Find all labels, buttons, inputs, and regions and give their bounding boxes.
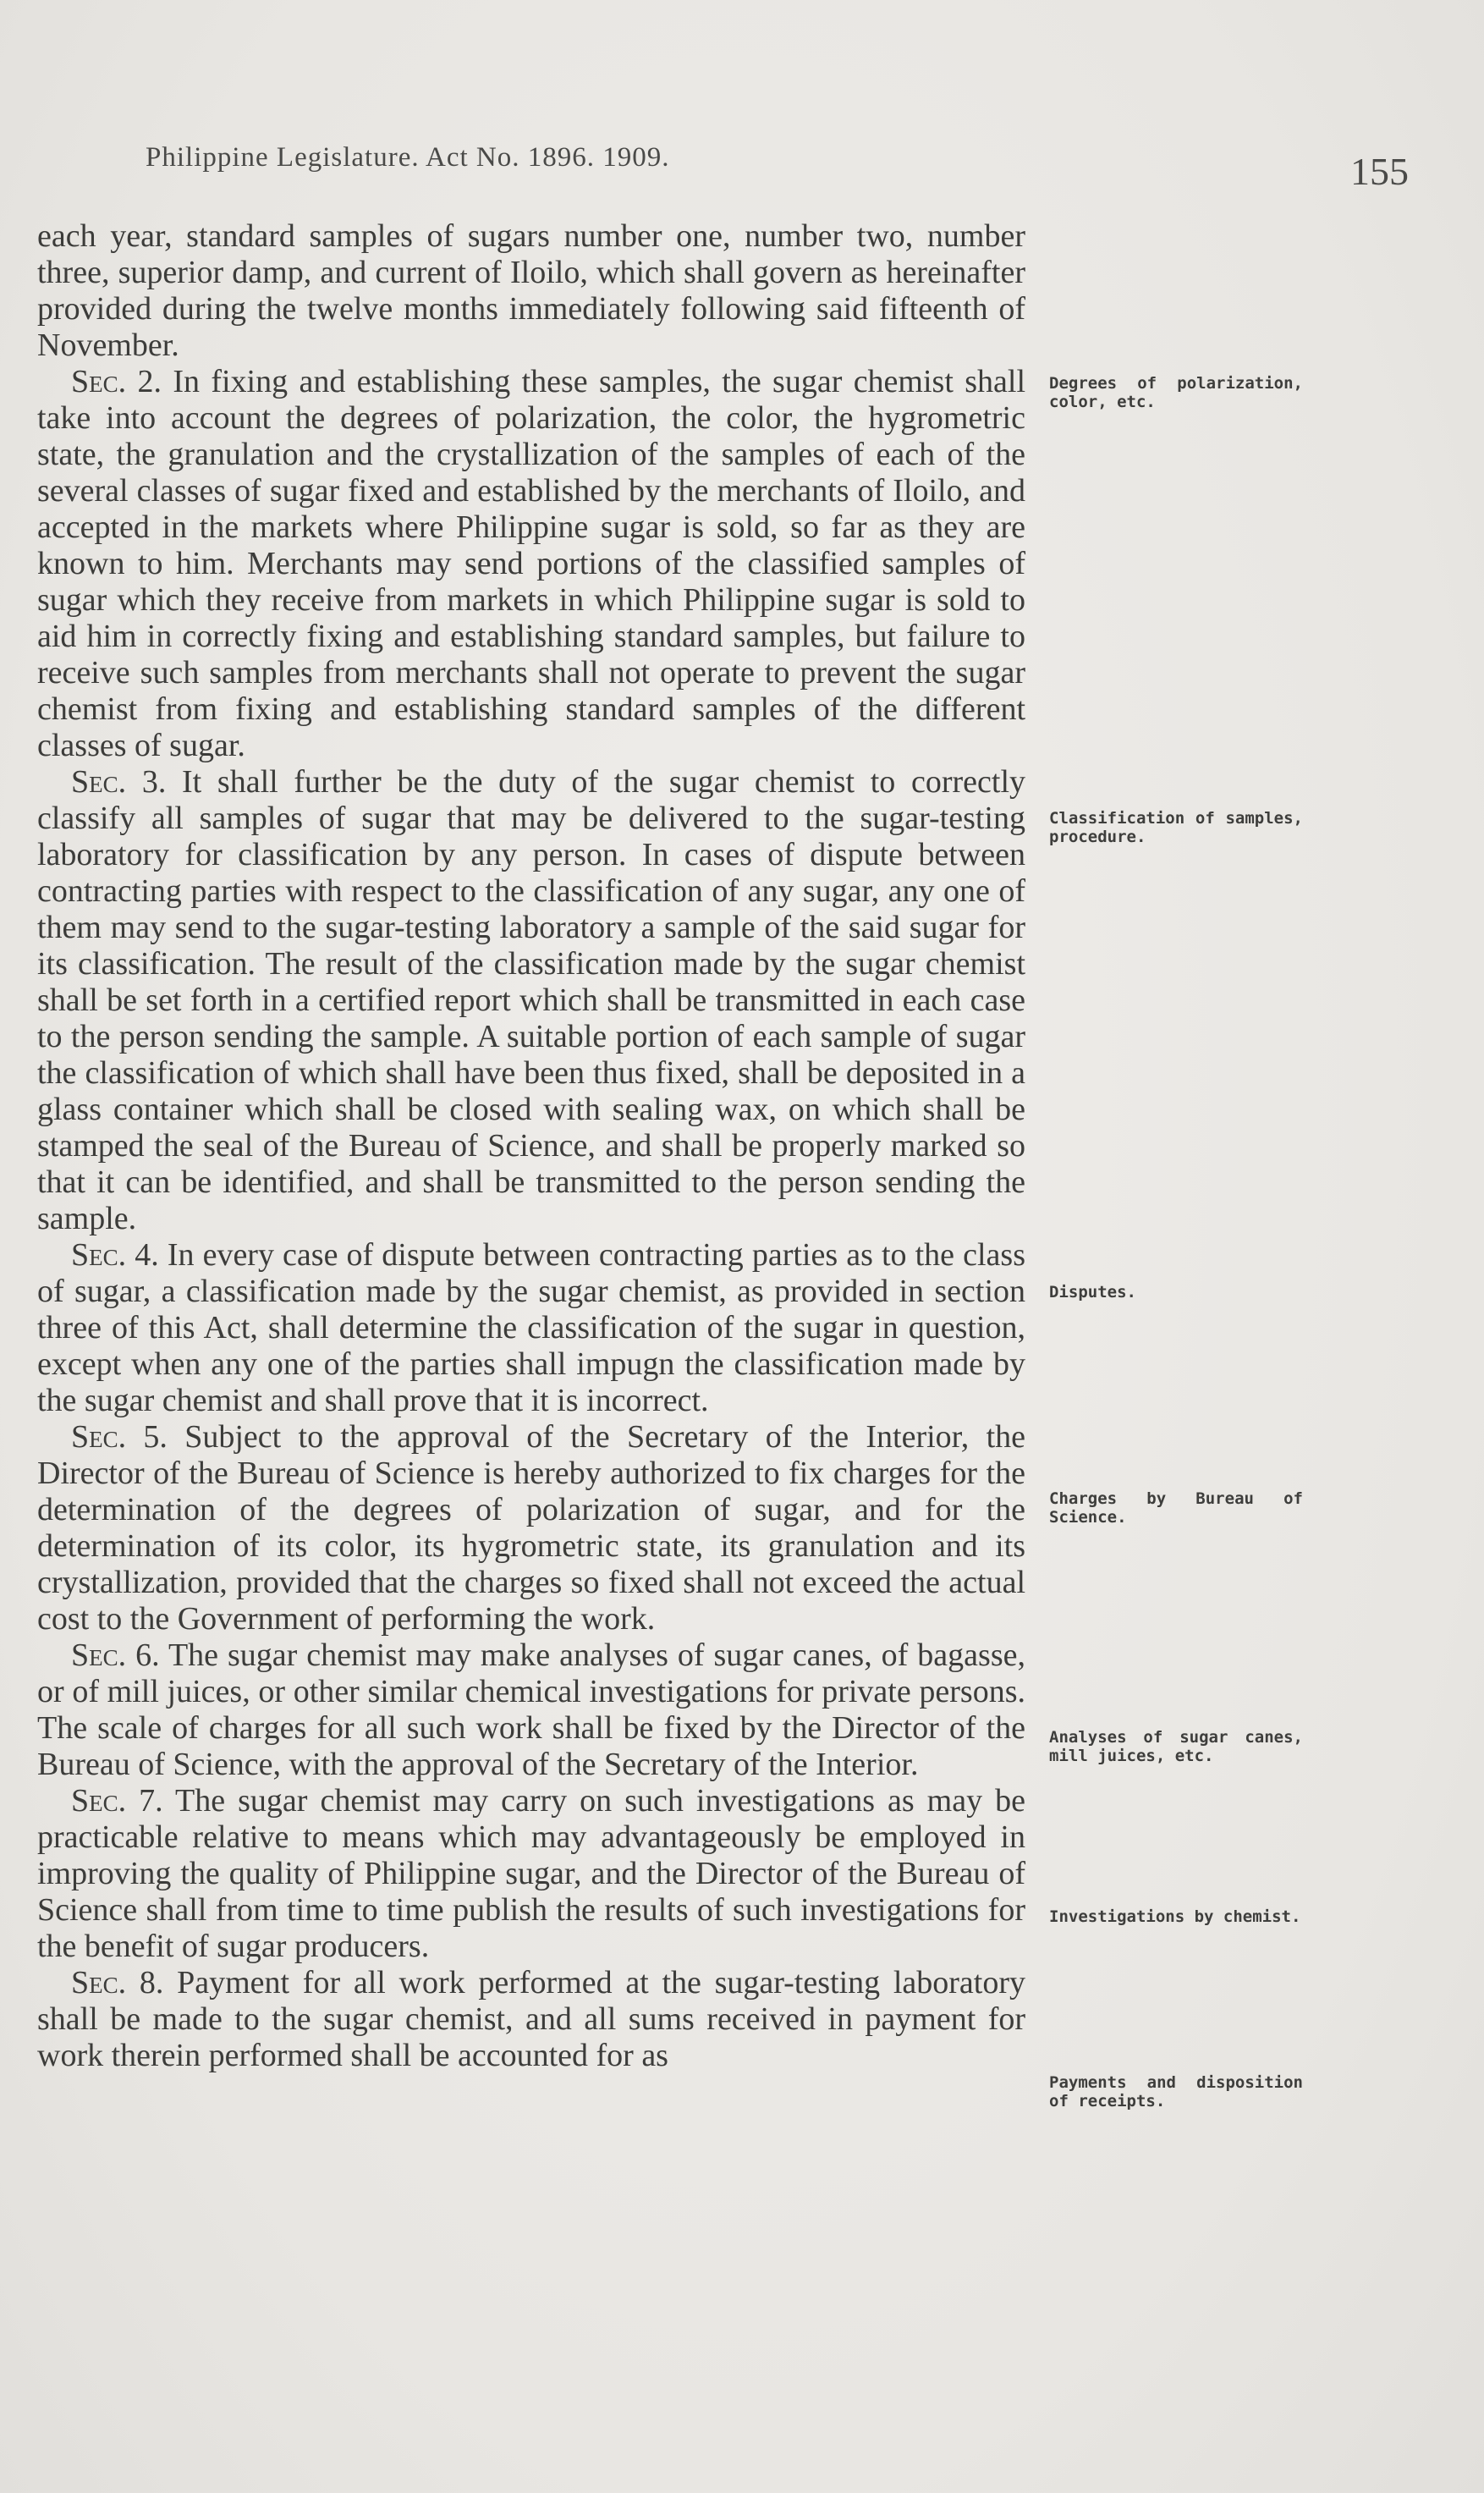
section-label: Sec. 2. <box>71 364 162 399</box>
margin-note-charges: Charges by Bureau of Science. <box>1049 1489 1303 1527</box>
margin-note-payments: Payments and disposition of receipts. <box>1049 2073 1303 2111</box>
paragraph-text: The sugar chemist may carry on such investigations as may be practicable relative to means which may advantageously be employed in improving the quality of Philippine sugar, and the Director of the Bureau of Science shall from time to time publish the results of such investigations for the benefit of sugar producers. <box>37 1783 1025 1964</box>
section-8-paragraph <box>37 1965 1025 2074</box>
body-text <box>37 218 1025 2074</box>
section-label: Sec. 7. <box>71 1783 163 1819</box>
margin-note-investigations: Investigations by chemist. <box>1049 1907 1301 1926</box>
section-7-paragraph <box>37 1783 1025 1965</box>
section-4-paragraph <box>37 1237 1025 1419</box>
section-5-paragraph <box>37 1419 1025 1637</box>
section-label: Sec. 6. <box>71 1637 160 1673</box>
section-label: Sec. 3. <box>71 764 167 800</box>
margin-note-classification: Classification of samples, procedure. <box>1049 809 1303 846</box>
paragraph-text: In fixing and establishing these samples, the sugar chemist shall take into account the degrees of polarization, the color, the hygrometric state, the granulation and the crystallization of the samples of each of the several classes of sugar fixed and established by the merchants of Iloilo, and accepted in the markets where Philippine sugar is sold, so far as they are known to him. Merchants may send portions of the classified samples of sugar which they receive from markets in which Philippine sugar is sold to aid him in correctly fixing and establishing standard samples, but failure to receive such samples from merchants shall not operate to prevent the sugar chemist from fixing and establishing standard samples of the different classes of sugar. <box>37 364 1026 763</box>
paragraph-text: each year, standard samples of sugars number one, number two, number three, superior damp, and current of Iloilo, which shall govern as hereinafter provided during the twelve months immediately following said fifteenth of November. <box>37 218 1025 363</box>
paragraph-text: Subject to the approval of the Secretary of the Interior, the Director of the Bureau of Science is hereby authorized to fix charges for the determination of the degrees of polarization of sugar, and for the determination of its color, its hygrometric state, its granulation and its crystallization, provided that the charges so fixed shall not exceed the actual cost to the Government of performing the work. <box>37 1419 1026 1637</box>
paragraph-text: The sugar chemist may make analyses of sugar canes, of bagasse, or of mill juices, or other similar chemical investigations for private persons. The scale of charges for all such work shall be fixed by the Director of the Bureau of Science, with the approval of the Secretary of the Interior. <box>37 1637 1025 1782</box>
section-label: Sec. 4. <box>71 1237 159 1273</box>
paragraph-continuation <box>37 218 1025 364</box>
margin-note-disputes: Disputes. <box>1049 1283 1136 1302</box>
section-label: Sec. 8. <box>71 1965 164 2000</box>
page-number: 155 <box>1350 150 1409 193</box>
paragraph-text: In every case of dispute between contracting parties as to the class of sugar, a classification made by the sugar chemist, as provided in section three of this Act, shall determine the classification of the sugar in question, except when any one of the parties shall impugn the classification made by the sugar chemist and shall prove that it is incorrect. <box>37 1237 1026 1418</box>
section-label: Sec. 5. <box>71 1419 168 1455</box>
paragraph-text: Payment for all work performed at the sugar-testing laboratory shall be made to the sugar chemist, and all sums received in payment for work therein performed shall be accounted for as <box>37 1965 1026 2073</box>
section-6-paragraph <box>37 1637 1025 1783</box>
margin-note-polarization: Degrees of polarization, color, etc. <box>1049 374 1303 411</box>
section-3-paragraph <box>37 764 1025 1237</box>
section-2-paragraph <box>37 364 1025 764</box>
margin-note-analyses: Analyses of sugar canes, mill juices, etc. <box>1049 1728 1303 1765</box>
paragraph-text: It shall further be the duty of the sugar chemist to correctly classify all samples of sugar that may be delivered to the sugar-testing laboratory for classification by any person. In cases of dispute between contracting parties with respect to the classification of any sugar, any one of them may send to the sugar-testing laboratory a sample of the said sugar for its classification. The result of the classification made by the sugar chemist shall be set forth in a certified report which shall be transmitted in each case to the person sending the sample. A suitable portion of each sample of sugar the classification of which shall have been thus fixed, shall be deposited in a glass container which shall be closed with sealing wax, on which shall be stamped the seal of the Bureau of Science, and shall be properly marked so that it can be identified, and shall be transmitted to the person sending the sample. <box>37 764 1025 1236</box>
running-head: Philippine Legislature. Act No. 1896. 1909. <box>146 142 670 173</box>
